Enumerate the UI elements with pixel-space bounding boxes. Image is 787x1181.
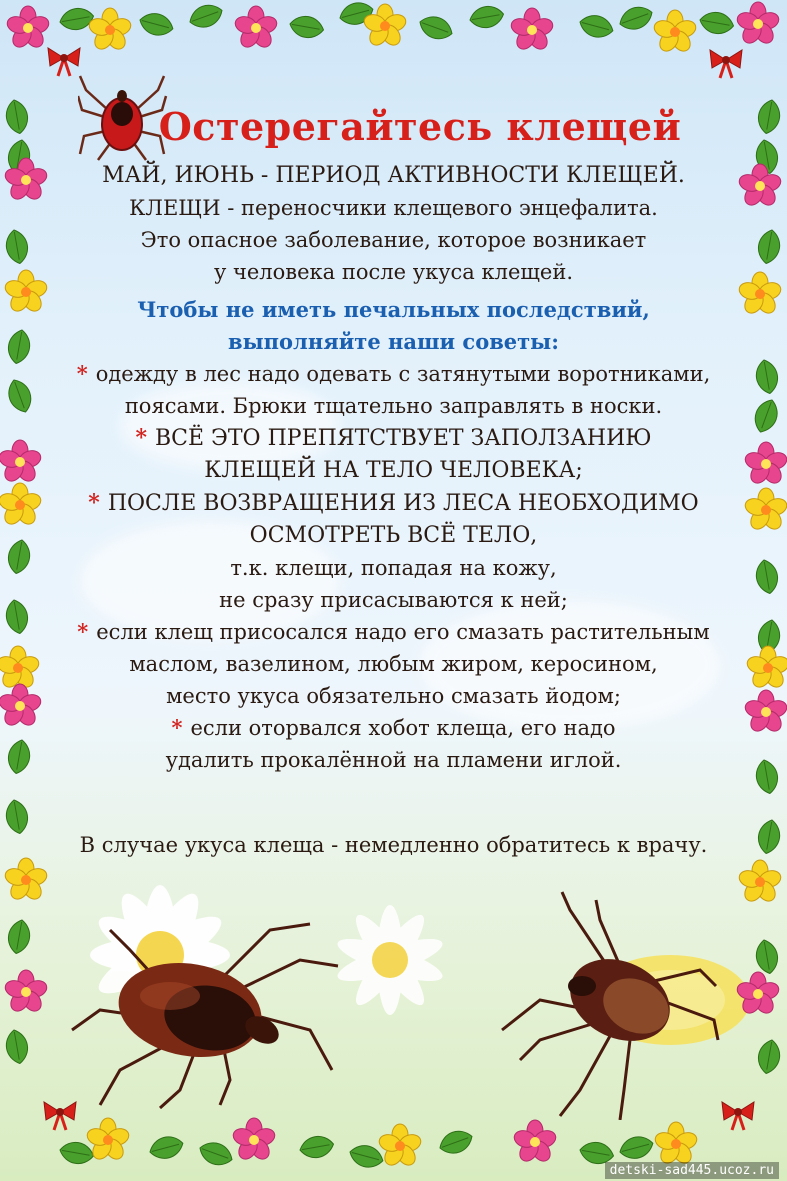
advice-heading: Чтобы не иметь печальных последствий, bbox=[137, 297, 650, 322]
tip-line bbox=[60, 422, 727, 455]
tip-line bbox=[60, 358, 727, 390]
tip-line bbox=[60, 712, 727, 744]
tip-text: одежду в лес надо одевать с затянутыми воротниками, bbox=[95, 362, 711, 386]
tip-line: маслом, вазелином, любым жиром, керосином, bbox=[129, 652, 658, 676]
tip-text: если клещ присосался надо его смазать растительным bbox=[96, 620, 710, 644]
tip-line: т.к. клещи, попадая на кожу, bbox=[230, 556, 557, 580]
tip-text: ВСЁ ЭТО ПРЕПЯТСТВУЕТ ЗАПОЛЗАНИЮ bbox=[155, 426, 652, 451]
bullet-icon: * bbox=[88, 490, 100, 516]
bullet-icon: * bbox=[135, 425, 147, 451]
tip-line: ОСМОТРЕТЬ ВСЁ ТЕЛО, bbox=[249, 523, 538, 548]
tick-icon bbox=[70, 920, 340, 1110]
bullet-icon: * bbox=[77, 619, 89, 644]
tip-line: КЛЕЩЕЙ НА ТЕЛО ЧЕЛОВЕКА; bbox=[204, 458, 583, 483]
tip-line: не сразу присасываются к ней; bbox=[219, 588, 568, 612]
intro-line: у человека после укуса клещей. bbox=[213, 260, 574, 284]
tip-line: место укуса обязательно смазать йодом; bbox=[166, 684, 621, 708]
tip-text: если оторвался хобот клеща, его надо bbox=[190, 716, 616, 740]
tip-line: удалить прокалённой на пламени иглой. bbox=[165, 748, 622, 772]
intro-line: МАЙ, ИЮНЬ - ПЕРИОД АКТИВНОСТИ КЛЕЩЕЙ. bbox=[102, 163, 685, 188]
intro-line: Это опасное заболевание, которое возникает bbox=[140, 228, 647, 252]
poster-title: Остерегайтесь клещей bbox=[158, 104, 682, 149]
advice-heading: выполняйте наши советы: bbox=[228, 329, 559, 354]
tip-line bbox=[60, 616, 727, 648]
intro-line: КЛЕЩИ - переносчики клещевого энцефалита. bbox=[129, 196, 658, 220]
tip-line bbox=[60, 487, 727, 520]
poster-body bbox=[60, 160, 727, 776]
bullet-icon: * bbox=[76, 361, 88, 386]
tip-text: ПОСЛЕ ВОЗВРАЩЕНИЯ ИЗ ЛЕСА НЕОБХОДИМО bbox=[107, 491, 699, 516]
footer-warning: В случае укуса клеща - немедленно обратитесь к врачу. bbox=[79, 833, 708, 857]
tip-line: поясами. Брюки тщательно заправлять в носки. bbox=[124, 394, 663, 418]
tick-icon bbox=[500, 890, 720, 1120]
bullet-icon: * bbox=[171, 715, 183, 740]
watermark: detski-sad445.ucoz.ru bbox=[605, 1162, 779, 1179]
